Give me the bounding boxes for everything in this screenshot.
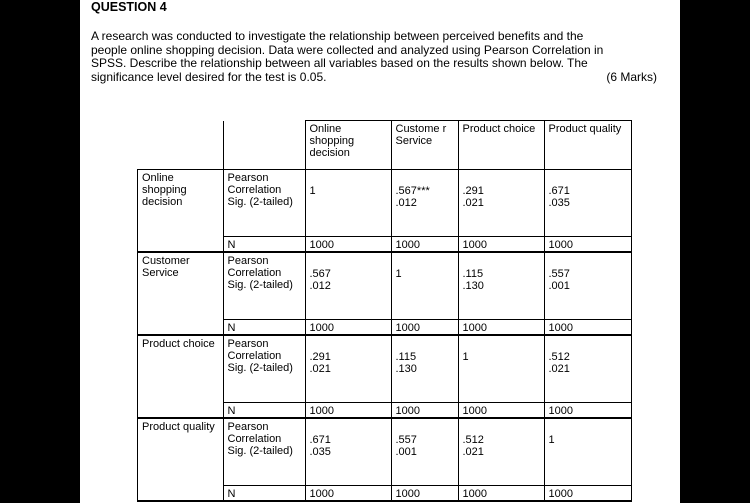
sig-label: Sig. (2-tailed) <box>227 196 293 208</box>
pearson-value: .567 <box>309 268 331 280</box>
marks-label: (6 Marks) <box>606 69 657 84</box>
row-variable-label: Product quality <box>138 418 224 501</box>
n-value: 1000 <box>305 320 391 336</box>
pearson-label: Pearson Correlation <box>227 421 282 445</box>
pearson-value: 1 <box>462 351 469 363</box>
n-value: 1000 <box>391 486 458 502</box>
question-line: A research was conducted to investigate the relationship between perceived benefits and the <box>91 29 584 43</box>
n-value: 1000 <box>391 320 458 336</box>
n-value: 1000 <box>544 320 631 336</box>
question-line: people online shopping decision. Data were collected and analyzed using Pearson Correlation in <box>91 42 604 57</box>
pearson-value: 1 <box>309 185 316 197</box>
question-line: SPSS. Describe the relationship between all variables based on the results shown below. The <box>91 56 588 70</box>
value-cell <box>544 335 631 403</box>
pearson-value: .291 <box>309 351 331 363</box>
sig-value: .130 <box>462 280 484 292</box>
value-cell <box>458 335 544 403</box>
column-header: Product quality <box>544 121 631 170</box>
stat-label-cell <box>223 418 305 486</box>
value-cell <box>458 170 544 237</box>
pearson-value: .115 <box>462 268 484 280</box>
value-cell <box>391 252 458 320</box>
stat-label-cell <box>223 335 305 403</box>
row-variable-label: Online shopping decision <box>138 170 224 253</box>
pearson-value: .512 <box>462 434 484 446</box>
sig-value: .021 <box>548 363 570 375</box>
n-value: 1000 <box>305 237 391 253</box>
n-value: 1000 <box>458 237 544 253</box>
pearson-value: .557 <box>548 268 570 280</box>
sig-label: Sig. (2-tailed) <box>227 279 293 291</box>
value-cell <box>305 170 391 237</box>
n-label: N <box>223 237 305 253</box>
n-value: 1000 <box>391 403 458 419</box>
pearson-value: .567*** <box>395 185 430 197</box>
pearson-label: Pearson Correlation <box>227 172 282 196</box>
row-variable-label: Product choice <box>138 335 224 418</box>
value-cell <box>544 170 631 237</box>
table-row <box>138 335 632 403</box>
n-value: 1000 <box>305 403 391 419</box>
value-cell <box>458 252 544 320</box>
header-row <box>138 121 632 170</box>
document-page <box>80 0 680 503</box>
table-row <box>138 170 632 237</box>
value-cell <box>391 418 458 486</box>
pearson-value: 1 <box>395 268 402 280</box>
sig-value: .035 <box>548 197 570 209</box>
question-line: significance level desired for the test is 0.05. <box>91 69 327 84</box>
column-header: Online shopping decision <box>305 121 391 170</box>
n-value: 1000 <box>458 403 544 419</box>
pearson-label: Pearson Correlation <box>227 338 282 362</box>
question-title: QUESTION 4 <box>91 0 167 14</box>
pearson-value: .671 <box>548 185 570 197</box>
n-value: 1000 <box>458 486 544 502</box>
question-text <box>91 30 663 84</box>
column-header: Custome r Service <box>391 121 458 170</box>
value-cell <box>391 170 458 237</box>
n-value: 1000 <box>544 237 631 253</box>
question-last-line <box>91 71 663 85</box>
sig-value: .001 <box>395 446 417 458</box>
pearson-label: Pearson Correlation <box>227 255 282 279</box>
sig-value: .035 <box>309 446 331 458</box>
n-label: N <box>223 320 305 336</box>
sig-value: .001 <box>548 280 570 292</box>
table-row <box>138 252 632 320</box>
sig-label: Sig. (2-tailed) <box>227 362 293 374</box>
blank-header-cell <box>138 121 224 170</box>
pearson-value: 1 <box>548 434 555 446</box>
pearson-value: .557 <box>395 434 417 446</box>
pearson-value: .115 <box>395 351 417 363</box>
sig-value: .021 <box>462 446 484 458</box>
n-value: 1000 <box>391 237 458 253</box>
value-cell <box>544 418 631 486</box>
correlation-table <box>137 120 632 502</box>
sig-value: .012 <box>395 197 417 209</box>
sig-value: .012 <box>309 280 331 292</box>
n-label: N <box>223 486 305 502</box>
column-header: Product choice <box>458 121 544 170</box>
sig-label: Sig. (2-tailed) <box>227 445 293 457</box>
sig-value: .130 <box>395 363 417 375</box>
pearson-value: .671 <box>309 434 331 446</box>
value-cell <box>305 252 391 320</box>
stat-label-cell <box>223 252 305 320</box>
pearson-value: .512 <box>548 351 570 363</box>
n-value: 1000 <box>305 486 391 502</box>
n-value: 1000 <box>458 320 544 336</box>
blank-header-cell <box>223 121 305 170</box>
n-value: 1000 <box>544 486 631 502</box>
table-row <box>138 418 632 486</box>
value-cell <box>391 335 458 403</box>
n-value: 1000 <box>544 403 631 419</box>
value-cell <box>458 418 544 486</box>
sig-value: .021 <box>462 197 484 209</box>
value-cell <box>544 252 631 320</box>
sig-value: .021 <box>309 363 331 375</box>
n-label: N <box>223 403 305 419</box>
row-variable-label: Customer Service <box>138 252 224 335</box>
pearson-value: .291 <box>462 185 484 197</box>
value-cell <box>305 418 391 486</box>
stat-label-cell <box>223 170 305 237</box>
value-cell <box>305 335 391 403</box>
